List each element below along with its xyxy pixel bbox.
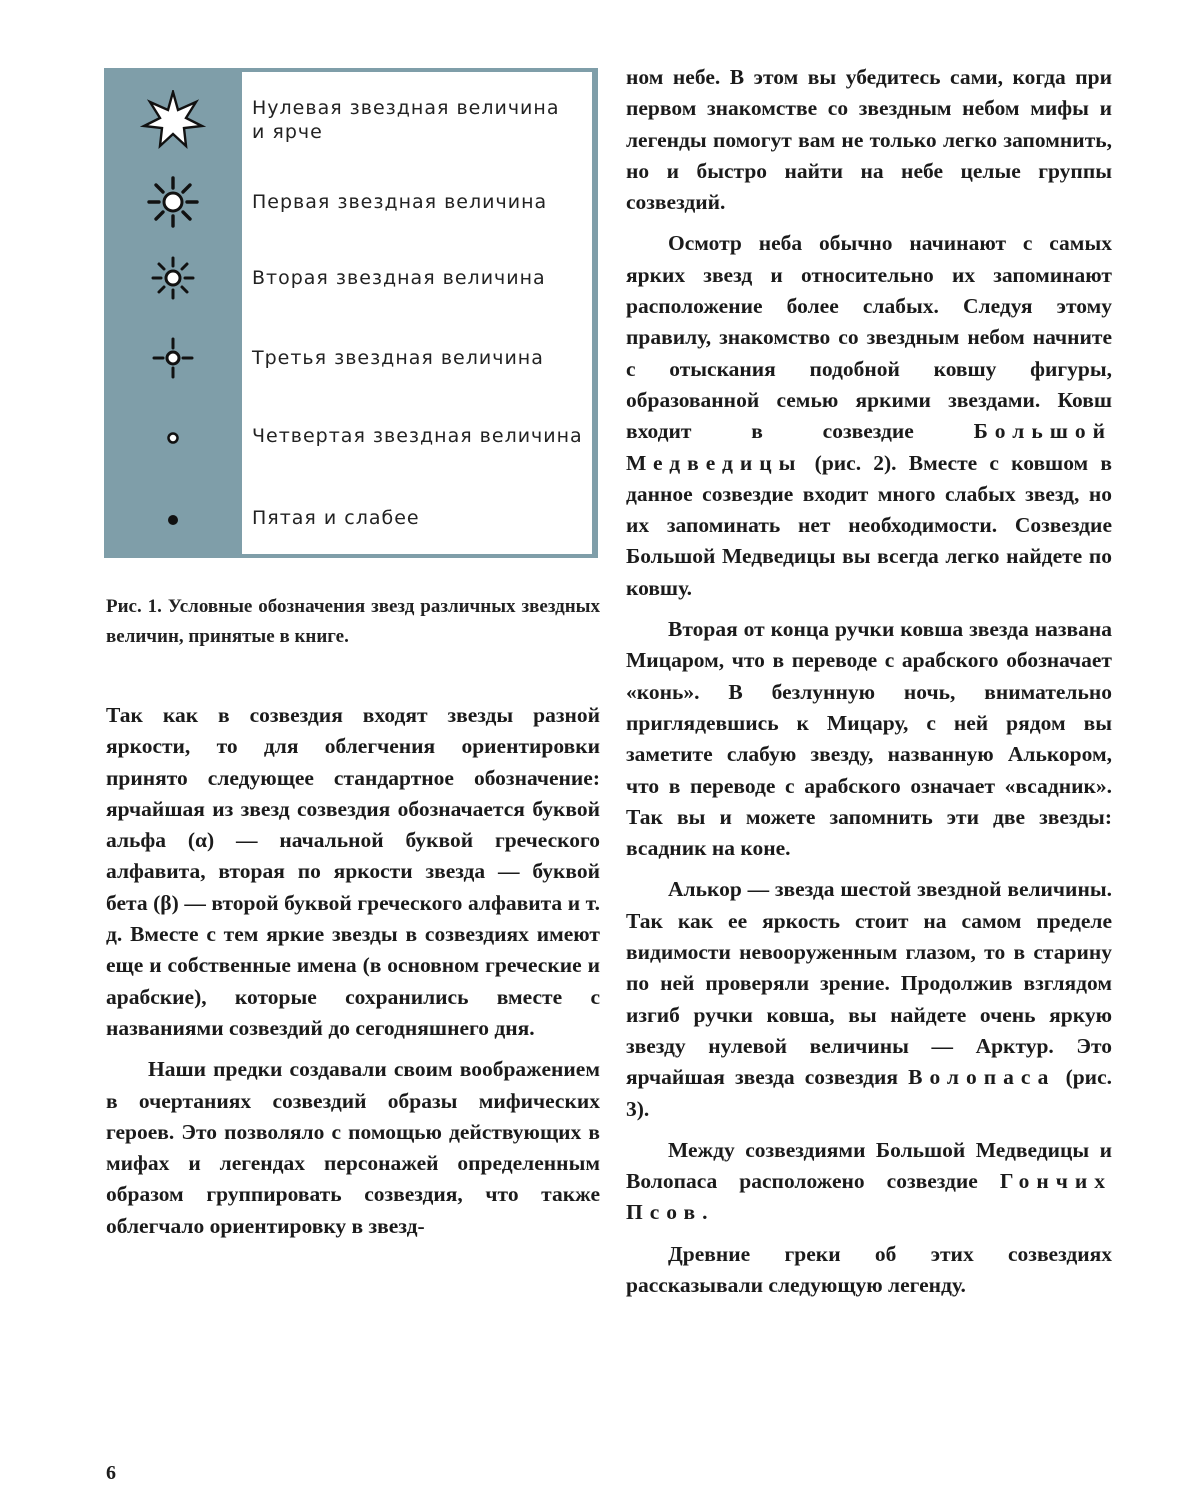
legend-row-fourth (104, 408, 598, 468)
third-magnitude-star-icon (140, 328, 206, 388)
constellation-name: Большой Медведицы (626, 419, 1112, 475)
zero-magnitude-star-icon (140, 90, 206, 150)
constellation-name: Гончих Псов. (626, 1169, 1113, 1225)
legend-row-zero (104, 90, 598, 150)
legend-label-fourth: Четвертая звездная величина (252, 425, 583, 447)
paragraph: ном небе. В этом вы убедитесь сами, когда при первом знакомстве со звездным небом мифы и легенды помогут вам не только легко запомнить, но и быстро найти на небе целые группы созвездий. (626, 65, 1112, 215)
legend-label-fifth: Пятая и слабее (252, 507, 420, 529)
paragraph-text: Между созвездиями Большой Медведицы и Волопаса расположено созвездие (626, 1137, 1112, 1194)
paragraph: Наши предки создавали своим воображением в очертаниях созвездий образы мифических героев. Это позволяло с помощью действующих в мифах и легендах персонажей определенным образом группировать созвездия, что также облегчало ориентировку в звезд- (106, 1057, 600, 1238)
legend-label-second: Вторая звездная величина (252, 267, 546, 289)
paragraph (626, 874, 1112, 1124)
legend-row-first (104, 172, 598, 232)
paragraph-text: (рис. 3). (626, 1065, 1112, 1121)
legend-row-second (104, 248, 598, 308)
paragraph: Вторая от конца ручки ковша звезда названа Мицаром, что в переводе с арабского обозначает «конь». В безлунную ночь, внимательно приглядевшись к Мицару, с ней рядом вы заметите слабую звезду, названную Алькором, что в переводе с арабского означает «всадник». Так вы и можете запомнить эти две звезды: всадник на коне. (626, 617, 1112, 861)
legend-label-third: Третья звездная величина (252, 347, 544, 369)
star-magnitude-legend-figure (104, 68, 598, 558)
paragraph: Древние греки об этих созвездиях рассказывали следующую легенду. (626, 1241, 1112, 1297)
fourth-magnitude-star-icon (140, 408, 206, 468)
constellation-name: Волопаса (908, 1065, 1056, 1090)
legend-row-fifth (104, 490, 598, 550)
right-column (626, 62, 1112, 1301)
first-magnitude-star-icon (140, 172, 206, 232)
paragraph (626, 228, 1112, 604)
paragraph-text: Осмотр неба обычно начинают с самых ярких звезд и относительно их запоминают расположение более слабых. Следуя этому правилу, знакомство со звездным небом начните с отыскания подобной ковшу фигуры, образованной семью яркими звездами. Ковш входит в созвездие (626, 231, 1112, 444)
paragraph-text: Алькор — звезда шестой звездной величины. Так как ее яркость стоит на самом пределе видимости невооруженным глазом, то в старину по ней проверяли зрение. Продолжив взглядом изгиб ручки ковша, вы найдете очень яркую звезду нулевой величины — Арктур. Это ярчайшая звезда созвездия (626, 877, 1112, 1090)
paragraph: Так как в созвездия входят звезды разной яркости, то для облегчения ориентировки принято следующее стандартное обозначение: ярчайшая из звезд созвездия обозначается буквой альфа (α) — начальной буквой греческого алфавита, вторая по яркости звезда — буквой бета (β) — второй буквой греческого алфавита и т. д. Вместе с тем яркие звезды в созвездиях имеют еще и собственные имена (в основном греческие и арабские), которые сохранились вместе с названиями созвездий до сегодняшнего дня. (106, 703, 600, 1040)
legend-row-third (104, 328, 598, 388)
legend-label-zero: Нулевая звездная величина и ярче (252, 97, 560, 143)
second-magnitude-star-icon (140, 248, 206, 308)
page-number: 6 (106, 1462, 116, 1484)
fifth-magnitude-star-icon (140, 490, 206, 550)
figure-caption: Рис. 1. Условные обозначения звезд различных звездных величин, принятые в книге. (106, 596, 600, 647)
legend-label-first: Первая звездная величина (252, 191, 548, 213)
left-column (106, 700, 600, 1242)
paragraph (626, 1135, 1112, 1229)
paragraph-text: (рис. 2). Вместе с ковшом в данное созвездие входит много слабых звезд, но их запоминать нет необходимости. Созвездие Большой Медведицы вы всегда легко найдете по ковшу. (626, 450, 1112, 600)
